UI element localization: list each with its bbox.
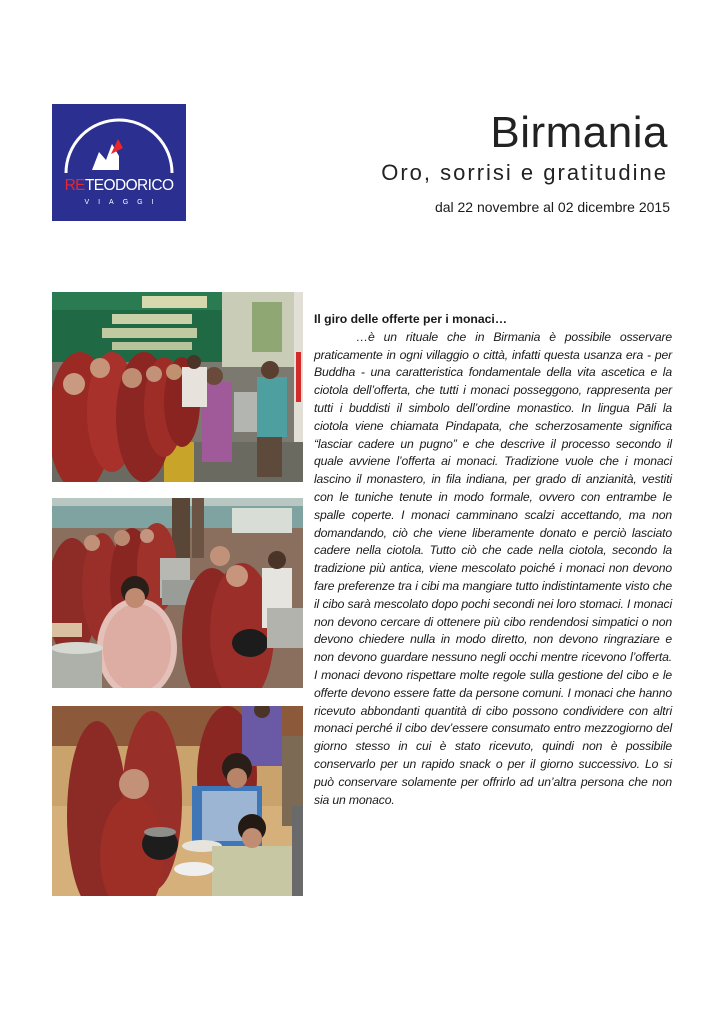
photo-monks-queue — [52, 292, 303, 482]
page-title: Birmania — [490, 108, 668, 157]
article — [314, 311, 672, 809]
page-subtitle: Oro, sorrisi e gratitudine — [381, 160, 668, 185]
article-heading: Il giro delle offerte per i monaci… — [314, 312, 508, 326]
photo-young-monk-offering — [52, 706, 303, 896]
travel-dates: dal 22 novembre al 02 dicembre 2015 — [434, 199, 670, 215]
logo-tagline: VIAGGI — [84, 199, 163, 206]
company-logo — [52, 104, 186, 221]
logo-wordmark: RETEODORICO — [64, 177, 174, 194]
article-body: …è un rituale che in Birmania è possibile osservare praticamente in ogni villaggio o città, infatti questa usanza era - per Buddha - una caratteristica fondamentale della vita ascetica e la ciotola dell’offerta, che tutti i monaci posseggono, rappresenta per tutti i buddisti il simbolo dell’ordine monastico. In lingua Pāli la ciotola viene chiamata Pindapata, che scherzosamente significa “lasciar cadere un pugno” e che descrive il processo secondo il quale avviene l’offerta ai monaci. Tradizione vuole che i monaci lascino il monastero, in fila indiana, per grado di anzianità, vestiti con le tuniche tenute in modo formale, ovvero con entrambe le spalle coperte. I monaci camminano scalzi accettando, ma non domandando, ciò che viene liberamente donato e perciò lasciato cadere nella ciotola. Tutto ciò che cade nella ciotola, secondo la tradizione più antica, viene mescolato poiché i monaci non devono fare preferenze tra i cibi ma mangiare tutto indistintamente visto che il cibo sarà mescolato dopo pochi secondi nei loro stomaci. I monaci non devono cercare di ottenere più cibo rendendosi simpatici o non devono chiedere nulla in modo diretto, non devono ringraziare e non devono guardare nessuno negli occhi mentre ricevono l’offerta. I monaci devono rispettare molte regole sulla gestione del cibo e le offerte devono essere fatte da persone comuni. I monaci che hanno ricevuto abbondanti quantità di cibo possono condividere con altri monaci perché il cibo dev’essere consumato entro mezzogiorno del giorno stesso in cui è stato ricevuto, quindi non è possibile conservarlo per un rapido snack o per il giorno successivo. Lo si può conservare solamente per offrirlo ad un’altra persona che non sia un monaco. — [314, 329, 672, 807]
photo-monks-receiving-food — [52, 498, 303, 688]
